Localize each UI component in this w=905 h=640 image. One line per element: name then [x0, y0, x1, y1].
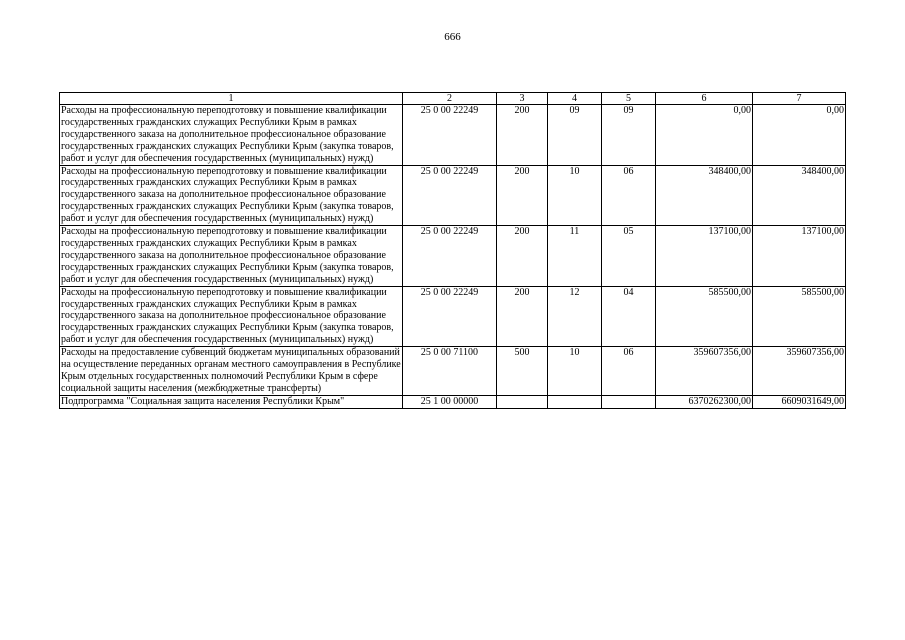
column-header: 4	[548, 93, 602, 105]
target-article-code: 25 0 00 22249	[403, 286, 497, 347]
section-code: 12	[548, 286, 602, 347]
subsection-code: 06	[602, 165, 656, 226]
expense-name: Расходы на профессиональную переподготовку и повышение квалификации государственных гражданских служащих Республики Крым в рамках государственного заказа на дополнительное профессиональное образование государственных гражданских служащих Республики Крым (закупка товаров, работ и услуг для обеспечения государственных (муниципальных) нужд)	[60, 286, 403, 347]
subsection-code: 06	[602, 347, 656, 396]
subsection-code: 05	[602, 226, 656, 287]
target-article-code: 25 0 00 22249	[403, 165, 497, 226]
expense-name: Расходы на профессиональную переподготовку и повышение квалификации государственных гражданских служащих Республики Крым в рамках государственного заказа на дополнительное профессиональное образование государственных гражданских служащих Республики Крым (закупка товаров, работ и услуг для обеспечения государственных (муниципальных) нужд)	[60, 105, 403, 166]
page-number: 666	[444, 31, 461, 43]
section-code: 09	[548, 105, 602, 166]
subsection-code	[602, 395, 656, 408]
budget-table	[59, 92, 846, 409]
amount-year-2: 585500,00	[753, 286, 846, 347]
expense-type-code: 200	[497, 165, 548, 226]
expense-type-code: 200	[497, 226, 548, 287]
expense-name: Расходы на профессиональную переподготовку и повышение квалификации государственных гражданских служащих Республики Крым в рамках государственного заказа на дополнительное профессиональное образование государственных гражданских служащих Республики Крым (закупка товаров, работ и услуг для обеспечения государственных (муниципальных) нужд)	[60, 226, 403, 287]
subsection-code: 09	[602, 105, 656, 166]
amount-year-2: 6609031649,00	[753, 395, 846, 408]
expense-type-code: 200	[497, 105, 548, 166]
amount-year-1: 359607356,00	[656, 347, 753, 396]
section-code: 11	[548, 226, 602, 287]
section-code: 10	[548, 165, 602, 226]
column-header: 2	[403, 93, 497, 105]
section-code	[548, 395, 602, 408]
expense-name: Расходы на предоставление субвенций бюджетам муниципальных образований на осуществление переданных органам местного самоуправления в Республике Крым отдельных государственных полномочий Республики Крым в сфере социальной защиты населения (межбюджетные трансферты)	[61, 347, 401, 394]
amount-year-2: 0,00	[753, 105, 846, 166]
table-row	[60, 165, 846, 226]
expense-type-code: 200	[497, 286, 548, 347]
column-header: 6	[656, 93, 753, 105]
target-article-code: 25 0 00 22249	[403, 226, 497, 287]
subsection-code: 04	[602, 286, 656, 347]
amount-year-2: 137100,00	[753, 226, 846, 287]
target-article-code: 25 0 00 71100	[403, 347, 497, 396]
amount-year-2: 348400,00	[753, 165, 846, 226]
column-header: 7	[753, 93, 846, 105]
column-header: 1	[60, 93, 403, 105]
table-row	[60, 286, 846, 347]
table-row	[60, 347, 846, 396]
column-header: 3	[497, 93, 548, 105]
table-row	[60, 395, 846, 408]
table-header-row	[60, 93, 846, 105]
target-article-code: 25 1 00 00000	[403, 395, 497, 408]
table-row	[60, 105, 846, 166]
table-row	[60, 226, 846, 287]
amount-year-1: 348400,00	[656, 165, 753, 226]
amount-year-1: 6370262300,00	[656, 395, 753, 408]
column-header: 5	[602, 93, 656, 105]
expense-name: Расходы на профессиональную переподготовку и повышение квалификации государственных гражданских служащих Республики Крым в рамках государственного заказа на дополнительное профессиональное образование государственных гражданских служащих Республики Крым (закупка товаров, работ и услуг для обеспечения государственных (муниципальных) нужд)	[60, 165, 403, 226]
subprogram-name: Подпрограмма "Социальная защита населения Республики Крым"	[60, 395, 403, 408]
amount-year-1: 137100,00	[656, 226, 753, 287]
target-article-code: 25 0 00 22249	[403, 105, 497, 166]
amount-year-1: 585500,00	[656, 286, 753, 347]
section-code: 10	[548, 347, 602, 396]
amount-year-1: 0,00	[656, 105, 753, 166]
expense-type-code: 500	[497, 347, 548, 396]
amount-year-2: 359607356,00	[753, 347, 846, 396]
expense-type-code	[497, 395, 548, 408]
